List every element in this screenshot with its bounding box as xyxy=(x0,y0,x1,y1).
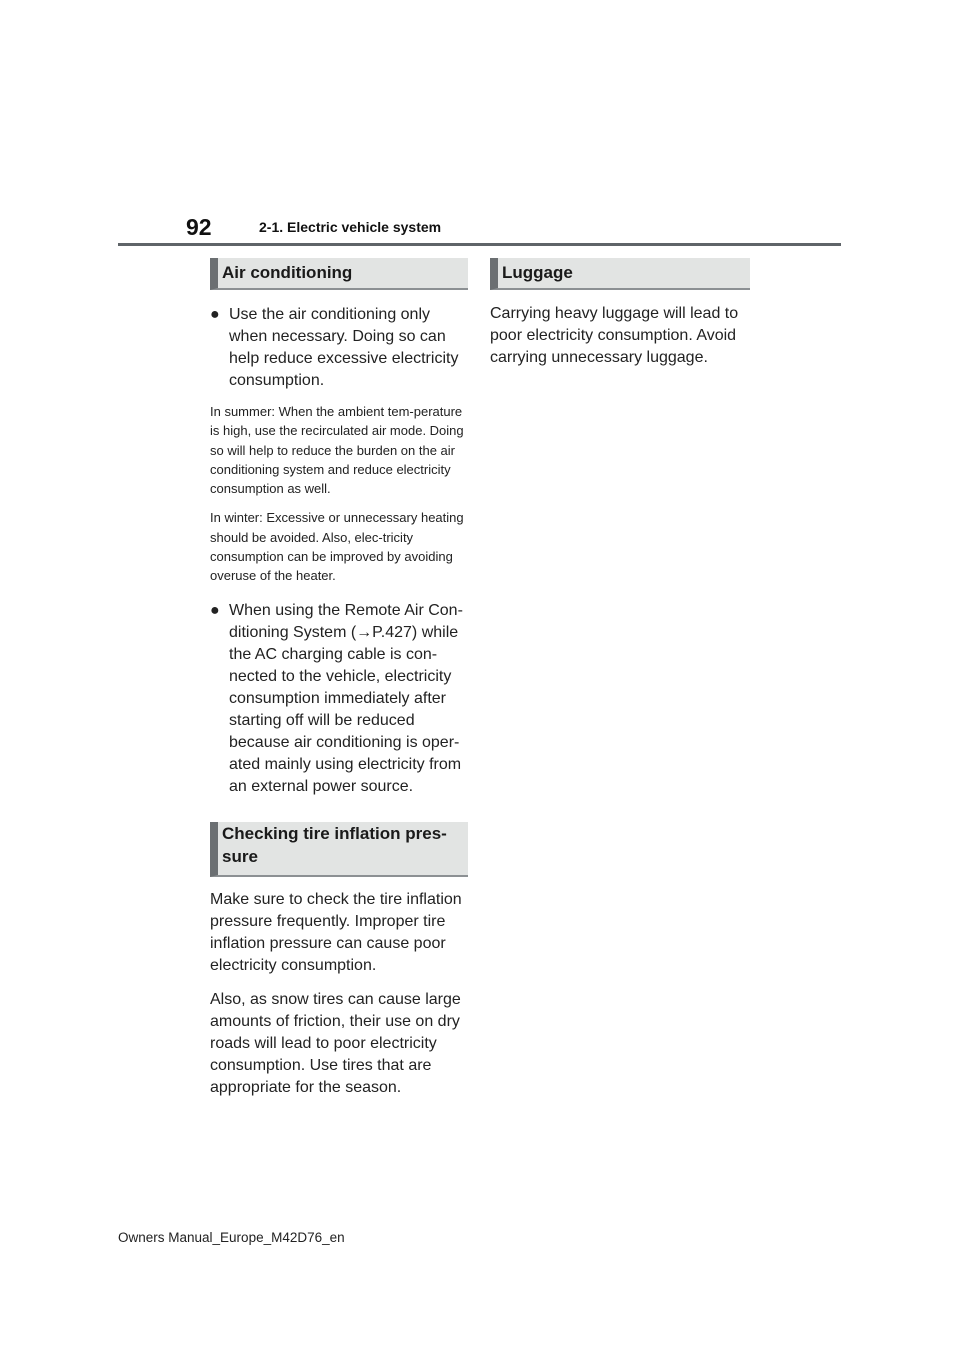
footer-manual-id: Owners Manual_Europe_M42D76_en xyxy=(118,1230,345,1245)
bullet-item xyxy=(210,304,468,392)
page-number: 92 xyxy=(186,214,212,240)
heading-luggage: Luggage xyxy=(490,258,750,290)
bullet-icon: ● xyxy=(210,306,220,323)
tire-paragraph-1: Make sure to check the tire inflation pressure frequently. Improper tire inflation pressure can cause poor electricity consumption. xyxy=(210,890,462,974)
bullet-text: Use the air conditioning only when necessary. Doing so can help reduce excessive electricity consumption. xyxy=(229,306,459,389)
right-column xyxy=(490,258,750,369)
section-title: 2-1. Electric vehicle system xyxy=(259,219,442,235)
left-column xyxy=(210,258,468,1099)
bullet-icon: ● xyxy=(210,601,220,619)
tire-paragraph-2: Also, as snow tires can cause large amounts of friction, their use on dry roads will lead to poor electricity consumption. Use tires that are appropriate for the season. xyxy=(210,990,461,1096)
luggage-paragraph: Carrying heavy luggage will lead to poor electricity consumption. Avoid carrying unnecessary luggage. xyxy=(490,305,739,366)
winter-note: In winter: Excessive or unnecessary heating should be avoided. Also, elec-tricity consumption can be improved by avoiding overuse of the heater. xyxy=(210,510,464,584)
bullet-text: When using the Remote Air Con-ditioning System (→P.427) while the AC charging cable is con-nected to the vehicle, electricity consumption immediately after starting off will be reduced because air conditioning is oper-ated mainly using electricity from an external power source. xyxy=(229,601,463,795)
heading-air-conditioning: Air conditioning xyxy=(210,258,468,290)
summer-note: In summer: When the ambient tem-perature is high, use the recirculated air mode. Doing so will help to reduce the burden on the air conditioning system and reduce electricity consumption as well. xyxy=(210,404,464,497)
header-divider xyxy=(118,243,841,246)
heading-tire-pressure: Checking tire inflation pres-sure xyxy=(210,822,468,877)
bullet-item xyxy=(210,600,468,798)
